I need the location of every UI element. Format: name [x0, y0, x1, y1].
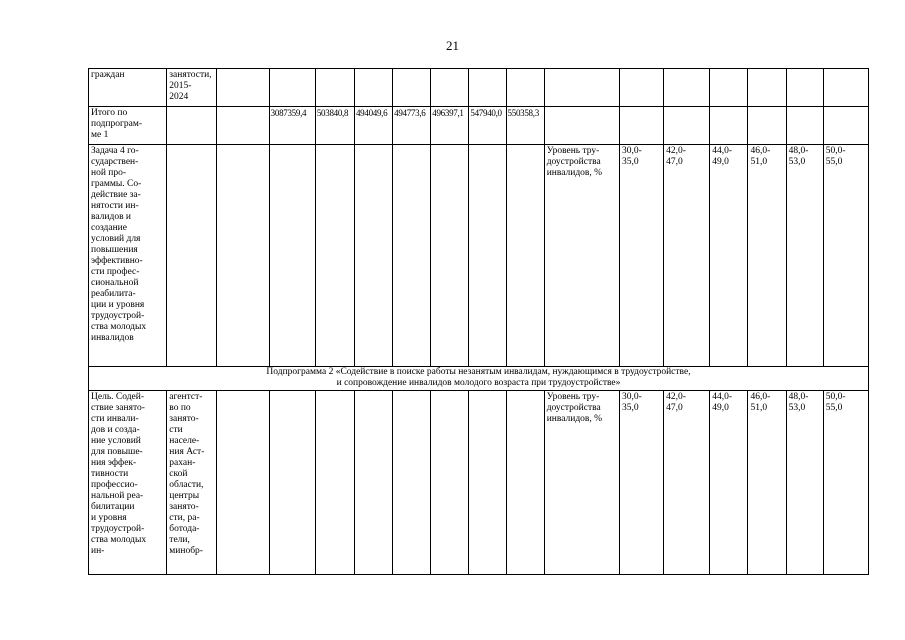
year-value: 547940,0	[469, 107, 506, 145]
page-number: 21	[446, 38, 459, 53]
target-value: 46,0- 51,0	[748, 145, 786, 367]
target-value: 48,0- 53,0	[786, 391, 823, 575]
table-row	[89, 69, 869, 107]
table-row	[89, 145, 869, 367]
indicator-name: Уровень тру- доустройства инвалидов, %	[544, 391, 619, 575]
program-table	[88, 68, 869, 575]
target-value: 44,0- 49,0	[710, 145, 748, 367]
year-value: 494773,6	[393, 107, 431, 145]
row2-col1: Итого по подпрограм- ме 1	[89, 107, 167, 145]
table-row	[89, 367, 869, 391]
total-value: 3087359,4	[269, 107, 315, 145]
table-row	[89, 107, 869, 145]
subprogram-title: Подпрограмма 2 «Содействие в поиске работы незанятым инвалидам, нуждающимся в трудоустройстве, и сопровождение инвалидов молодого возраста при трудоустройстве»	[89, 367, 869, 391]
goal-description: Цель. Содей- ствие занято- сти инвали- дов и созда- ние условий для повыше- ния эффек- тивности профессио- нальной реа- билитации и уровня трудоустрой- ства молодых ин-	[89, 391, 167, 575]
target-value: 46,0- 51,0	[748, 391, 786, 575]
year-value: 503840,8	[315, 107, 354, 145]
year-value: 550358,3	[506, 107, 544, 145]
target-value: 42,0- 47,0	[664, 391, 710, 575]
target-value: 44,0- 49,0	[710, 391, 748, 575]
target-value: 30,0- 35,0	[619, 391, 663, 575]
year-value: 494049,6	[354, 107, 392, 145]
target-value: 50,0- 55,0	[823, 145, 868, 367]
task4-description: Задача 4 го- сударствен- ной про- граммы. Со- действие за- нятости ин- валидов и создание условий для повышения эффективно- сти профес- сиональной реабилита- ции и уровня трудоустрой- ства молодых инвалидов	[89, 145, 167, 367]
target-value: 30,0- 35,0	[619, 145, 663, 367]
row1-col1: граждан	[89, 69, 167, 107]
indicator-name: Уровень тру- доустройства инвалидов, %	[544, 145, 619, 367]
year-value: 496397,1	[431, 107, 469, 145]
row1-col2: занятости, 2015- 2024	[167, 69, 217, 107]
target-value: 50,0- 55,0	[823, 391, 868, 575]
executors: агентст- во по занято- сти населе- ния Аст- рахан- ской области, центры занято- сти, ра- ботода- тели, минобр-	[167, 391, 217, 575]
table-row	[89, 391, 869, 575]
target-value: 42,0- 47,0	[664, 145, 710, 367]
target-value: 48,0- 53,0	[786, 145, 823, 367]
